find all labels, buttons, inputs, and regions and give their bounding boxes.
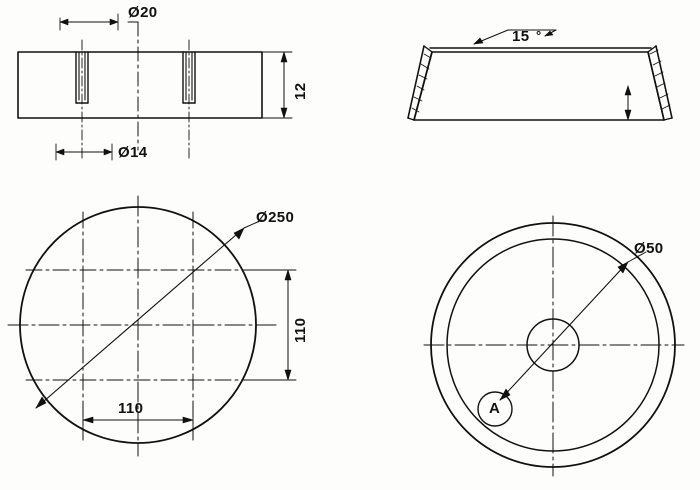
top-left-section-view [18, 14, 292, 160]
label-dia14: Ø14 [118, 144, 148, 161]
label-angle-15: 15 [512, 28, 530, 45]
label-dia20: Ø20 [128, 4, 158, 21]
label-angle-degree-symbol: ° [536, 28, 542, 43]
label-thickness-12: 12 [292, 82, 309, 100]
label-dim110-vertical: 110 [292, 317, 309, 343]
label-detail-a: A [489, 400, 501, 417]
label-dia50: Ø50 [634, 240, 664, 257]
label-dia250: Ø250 [256, 209, 295, 226]
bottom-left-circle-view [8, 196, 296, 456]
label-dim110-horizontal: 110 [118, 400, 144, 417]
top-right-angled-view [408, 30, 672, 120]
